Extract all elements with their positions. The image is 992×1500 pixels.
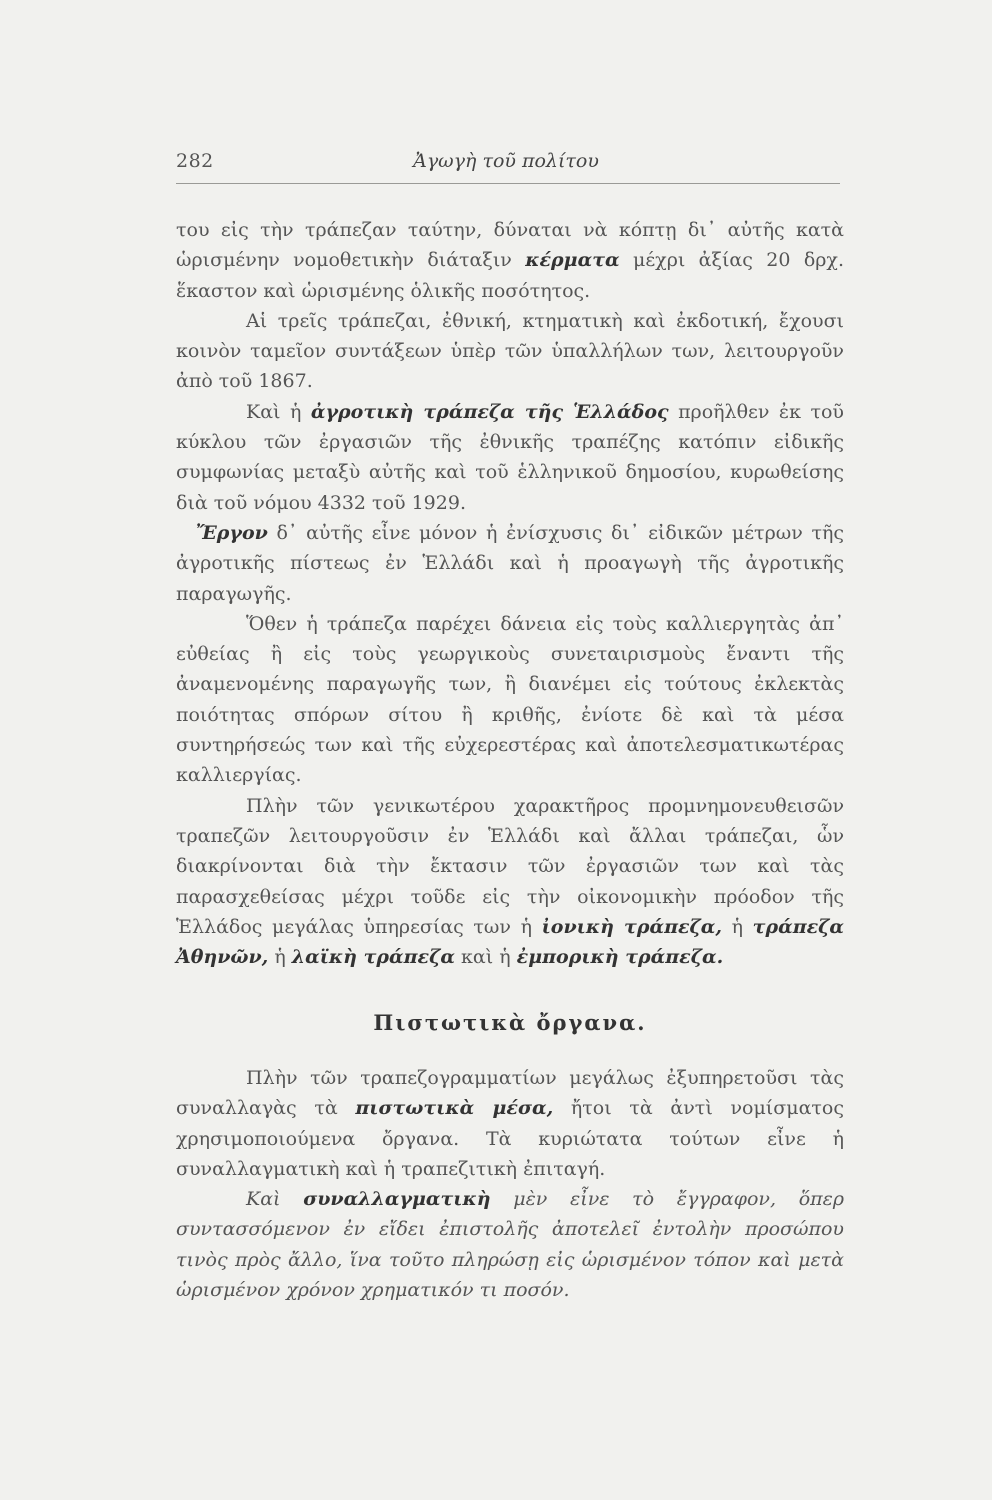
term-emporiki-trapeza: ἐμπορικὴ τράπεζα. <box>516 946 724 969</box>
term-laiki-trapeza: λαϊκὴ τράπεζα <box>291 946 455 969</box>
paragraph-2: Αἱ τρεῖς τράπεζαι, ἐθνική, κτηματικὴ καὶ ἐκδοτική, ἔχουσι κοινὸν ταμεῖον συντάξεων ὑπὲρ τῶν ὑπαλλήλων των, λειτουργοῦν ἀπὸ τοῦ 1867. <box>176 309 844 393</box>
body-text <box>176 215 844 972</box>
section-heading: Πιστωτικὰ ὄργανα. <box>373 1010 647 1035</box>
term-agrotiki-trapeza: ἀγροτικὴ τράπεζα τῆς Ἑλλάδος <box>310 400 669 423</box>
page-number: 282 <box>176 150 214 172</box>
header-rule <box>176 183 840 184</box>
term-trapeza-athinon: τράπεζα Ἀθηνῶν, <box>176 915 845 969</box>
term-ergon: Ἔργον <box>196 521 268 544</box>
term-synallagmatiki: συναλλαγματικὴ <box>303 1188 491 1211</box>
paragraph-6: Πλὴν τῶν γενικωτέρου χαρακτῆρος προμνημονευθεισῶν τραπεζῶν λειτουργοῦσιν ἐν Ἑλλάδι καὶ ἄλλαι τράπεζαι, ὧν διακρίνονται διὰ τὴν ἔκτασιν τῶν ἐργασιῶν των καὶ τὰς παρασχεθείσας μέχρι τοῦδε εἰς τὴν οἰκονομικὴν πρόοδον τῆς Ἑλλάδος μεγάλας ὑπηρεσίας των ἡ ἰονικὴ τράπεζα, ἡ τράπεζα Ἀθηνῶν, ἡ λαϊκὴ τράπεζα καὶ ἡ ἐμπορικὴ τράπεζα. <box>176 794 845 969</box>
paragraph-1: του εἰς τὴν τράπεζαν ταύτην, δύναται νὰ κόπτῃ δι᾽ αὐτῆς κατὰ ὡρισμένην νομοθετικὴν διάταξιν κέρματα μέχρι ἀξίας 20 δρχ. ἕκαστον καὶ ὡρισμένης ὁλικῆς ποσότητος. <box>176 219 844 302</box>
term-kermata: κέρματα <box>525 249 620 272</box>
body-text-section <box>176 1063 844 1305</box>
term-ioniki-trapeza: ἰονικὴ τράπεζα, <box>541 915 723 938</box>
paragraph-7: Πλὴν τῶν τραπεζογραμματίων μεγάλως ἐξυπηρετοῦσι τὰς συναλλαγὰς τὰ πιστωτικὰ μέσα, ἤτοι τὰ ἀντὶ νομίσματος χρησιμοποιούμενα ὄργανα. Τὰ κυριώτατα τούτων εἶνε ἡ συναλλαγματικὴ καὶ ἡ τραπεζιτικὴ ἐπιταγή. <box>176 1067 844 1180</box>
page-header <box>176 150 844 180</box>
term-pistotika-mesa: πιστωτικὰ μέσα, <box>355 1097 554 1120</box>
paragraph-4: Ἔργον δ᾽ αὐτῆς εἶνε μόνον ἡ ἐνίσχυσις δι᾽ εἰδικῶν μέτρων τῆς ἀγροτικῆς πίστεως ἐν Ἑλλάδι καὶ ἡ προαγωγὴ τῆς ἀγροτικῆς παραγωγῆς. <box>176 521 844 605</box>
paragraph-5: Ὅθεν ἡ τράπεζα παρέχει δάνεια εἰς τοὺς καλλιεργητὰς ἀπ᾽ εὐθείας ἢ εἰς τοὺς γεωργικοὺς συνεταιρισμοὺς ἔναντι τῆς ἀναμενομένης παραγωγῆς των, ἢ διανέμει εἰς τούτους ἐκλεκτὰς ποιότητας σπόρων σίτου ἢ κριθῆς, ἐνίοτε δὲ καὶ τὰ μέσα συντηρήσεώς των καὶ τῆς εὐχερεστέρας καὶ ἀποτελεσματικωτέρας καλλιεργίας. <box>176 612 844 787</box>
paragraph-3: Καὶ ἡ ἀγροτικὴ τράπεζα τῆς Ἑλλάδος προῆλθεν ἐκ τοῦ κύκλου τῶν ἐργασιῶν τῆς ἐθνικῆς τραπέζης κατόπιν εἰδικῆς συμφωνίας μεταξὺ αὐτῆς καὶ τοῦ ἑλληνικοῦ δημοσίου, κυρωθείσης διὰ τοῦ νόμου 4332 τοῦ 1929. <box>176 400 844 514</box>
paragraph-8: Καὶ συναλλαγματικὴ μὲν εἶνε τὸ ἔγγραφον, ὅπερ συντασσόμενον ἐν εἴδει ἐπιστολῆς ἀποτελεῖ ἐντολὴν προσώπου τινὸς πρὸς ἄλλο, ἵνα τοῦτο πληρώσῃ εἰς ὡρισμένον τόπον καὶ μετὰ ὡρισμένον χρόνον χρηματικόν τι ποσόν. <box>176 1188 844 1302</box>
running-title: Ἀγωγὴ τοῦ πολίτου <box>413 150 599 172</box>
